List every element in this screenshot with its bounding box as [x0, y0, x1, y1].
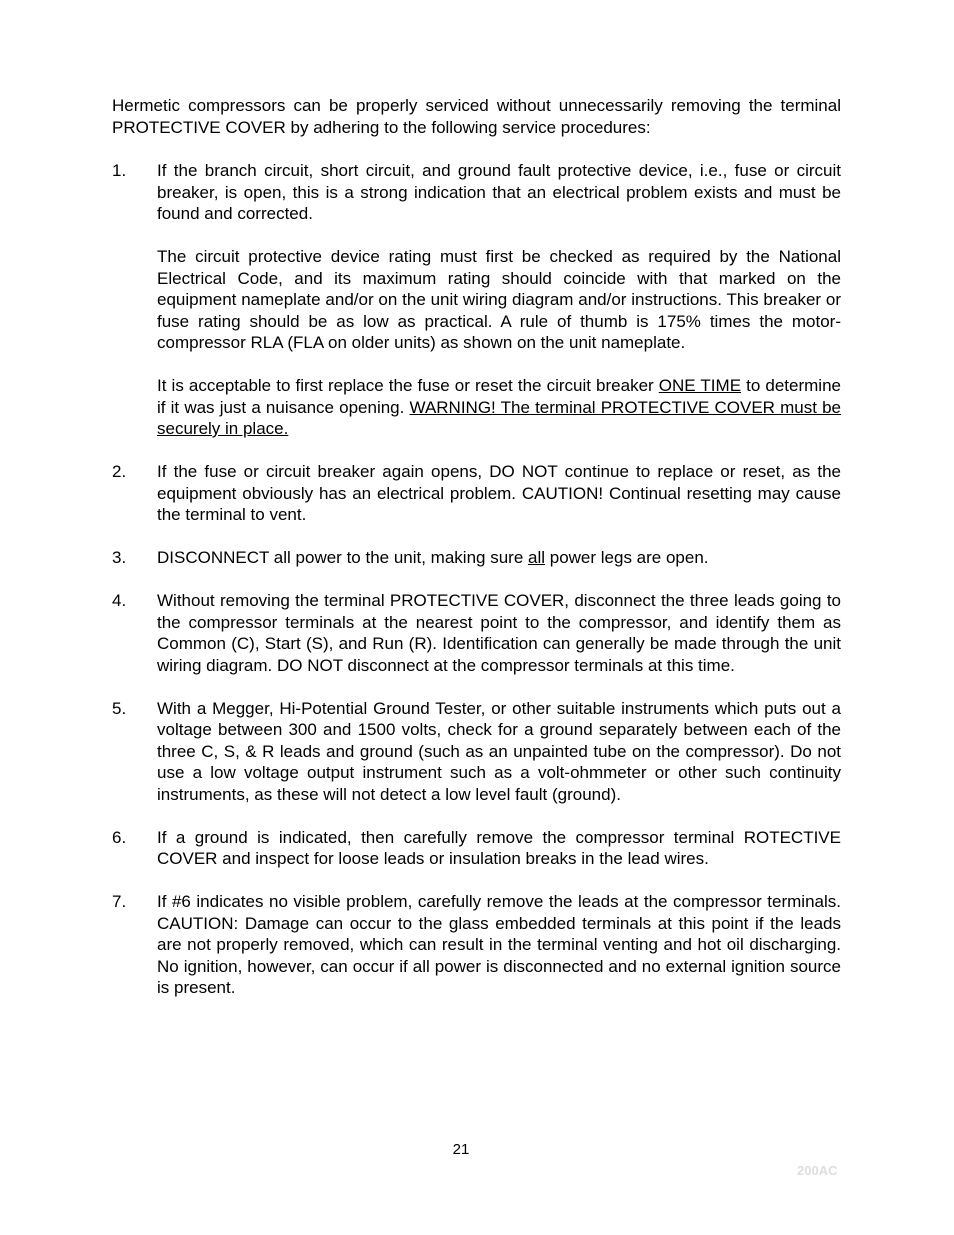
list-item [112, 461, 841, 526]
service-procedure-list [112, 160, 841, 1020]
step-text: Without removing the terminal PROTECTIVE COVER, disconnect the three leads going to the compressor terminals at the nearest point to the compressor, and identify them as Common (C), Start (S), and Run (R). Identification can generally be made through the unit wiring diagram. DO NOT disconnect at the compressor terminals at this time. [157, 591, 841, 675]
step-text: If a ground is indicated, then carefully remove the compressor terminal ROTECTIVE COVER and inspect for loose leads or insulation breaks in the lead wires. [157, 827, 841, 868]
step-text: If the branch circuit, short circuit, and ground fault protective device, i.e., fuse or circuit breaker, is open, this is a strong indication that an electrical problem exists and must be found and corrected. [157, 161, 841, 223]
step-text [157, 375, 841, 440]
text-run: to determine if it was just a nuisance opening. [157, 376, 841, 417]
step-text: If the fuse or circuit breaker again opens, DO NOT continue to replace or reset, as the equipment obviously has an electrical problem. CAUTION! Continual resetting may cause the terminal to vent. [157, 462, 841, 524]
list-item [112, 698, 841, 806]
step-number: 4. [112, 591, 127, 610]
list-item [112, 547, 841, 569]
step-number: 3. [112, 548, 127, 567]
step-number: 5. [112, 698, 127, 718]
step-number: 6. [112, 827, 127, 847]
step-number: 1. [112, 161, 127, 180]
list-item [112, 827, 841, 870]
text-run: DISCONNECT all power to the unit, making sure [157, 548, 528, 567]
underlined-text: all [528, 548, 546, 567]
list-item [112, 160, 841, 440]
list-item [112, 891, 841, 999]
step-text: The circuit protective device rating must first be checked as required by the National Electrical Code, and its maximum rating should coincide with that marked on the equipment nameplate and/or on the unit wiring diagram and/or instructions. This breaker or fuse rating should be as low as practical. A rule of thumb is 175% times the motor-compressor RLA (FLA on older units) as shown on the unit nameplate. [157, 247, 841, 352]
step-text: With a Megger, Hi-Potential Ground Tester, or other suitable instruments which puts out a voltage between 300 and 1500 volts, check for a ground separately between each of the three C, S, & R leads and ground (such as an unpainted tube on the compressor). Do not use a low voltage output instrument such as a volt-ohmmeter or other such continuity instruments, as these will not detect a low level fault (ground). [157, 698, 841, 804]
step-number: 7. [112, 892, 127, 911]
warning-text: WARNING! The terminal PROTECTIVE COVER must be securely in place. [157, 397, 842, 438]
step-text [157, 547, 841, 569]
list-item [112, 590, 841, 676]
text-run: power legs are open. [545, 548, 709, 567]
intro-paragraph: Hermetic compressors can be properly serviced without unnecessarily removing the terminal PROTECTIVE COVER by adhering to the following service procedures: [112, 96, 841, 137]
text-run: It is acceptable to first replace the fuse or reset the circuit breaker [157, 376, 659, 395]
page-number: 21 [452, 1141, 470, 1158]
step-text: If #6 indicates no visible problem, carefully remove the leads at the compressor terminals. CAUTION: Damage can occur to the glass embedded terminals at this point if the leads are not properly removed, which can result in the terminal venting and hot oil discharging. No ignition, however, can occur if all power is disconnected and no external ignition source is present. [157, 892, 841, 997]
step-number: 2. [112, 462, 127, 481]
document-code: 200AC [797, 1163, 838, 1178]
underlined-text: ONE TIME [658, 376, 742, 395]
